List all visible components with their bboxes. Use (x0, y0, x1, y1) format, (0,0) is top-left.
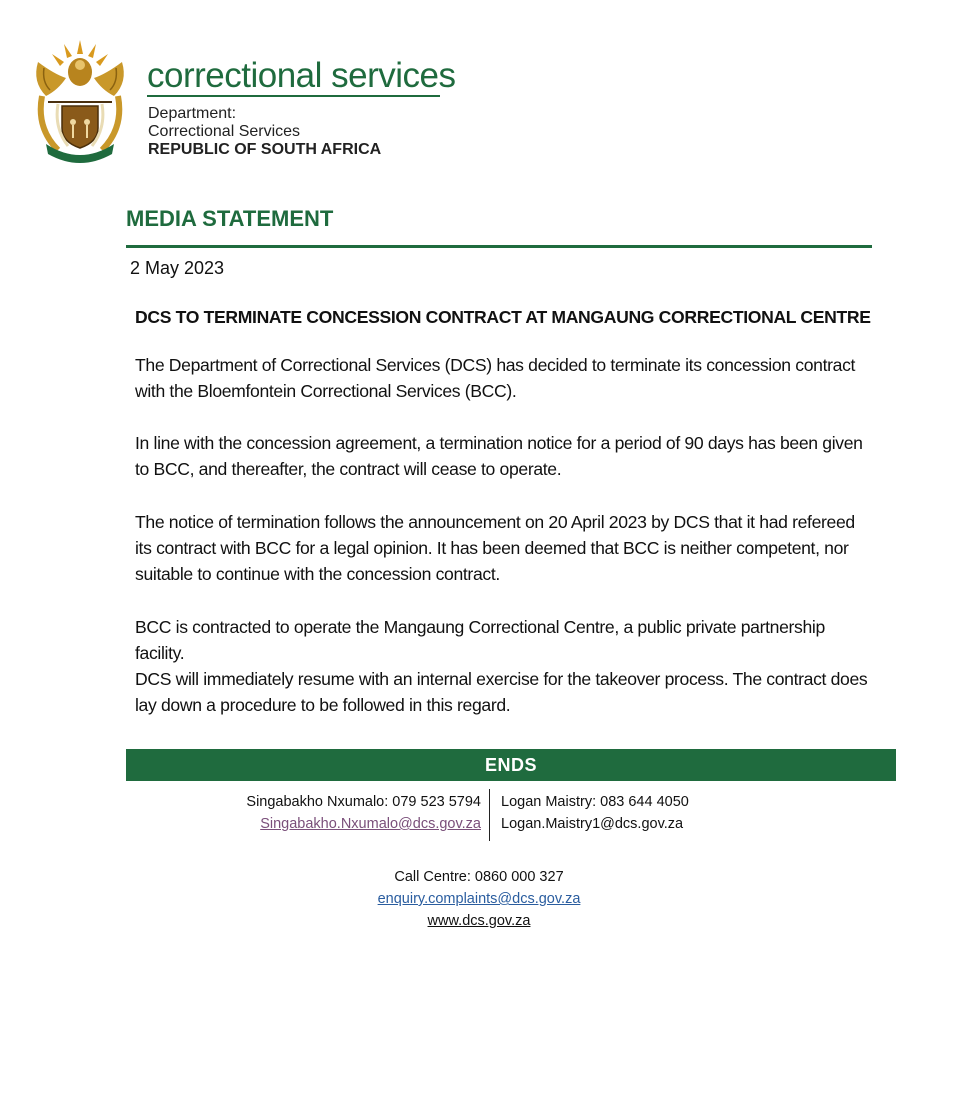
paragraph-3: The notice of termination follows the announcement on 20 April 2023 by DCS that it had refereed its contract with BCC for a legal opinion. It has been deemed that BCC is neither competent, nor suitable to continue with the concession contract. (135, 512, 855, 584)
footer-contacts (0, 866, 958, 932)
contact-right (501, 791, 689, 835)
contact-left (246, 791, 481, 835)
department-label: Department: (148, 105, 237, 122)
statement-title: DCS TO TERMINATE CONCESSION CONTRACT AT MANGAUNG CORRECTIONAL CENTRE (135, 307, 871, 327)
paragraph-1: The Department of Correctional Services (DCS) has decided to terminate its concession contract with the Bloemfontein Correctional Services (BCC). (135, 355, 856, 401)
heading-divider (126, 245, 872, 248)
brand-underline (147, 95, 440, 97)
contact-right-email: Logan.Maistry1@dcs.gov.za (501, 816, 684, 832)
statement-date: 2 May 2023 (130, 258, 225, 278)
department-block (148, 105, 381, 159)
enquiry-email-link[interactable]: enquiry.complaints@dcs.gov.za (377, 891, 581, 907)
paragraph-4: BCC is contracted to operate the Mangaung Correctional Centre, a public private partnership facility. (135, 617, 825, 663)
ends-banner (126, 749, 896, 781)
contact-left-phone: Singabakho Nxumalo: 079 523 5794 (246, 794, 481, 810)
website-link[interactable]: www.dcs.gov.za (427, 913, 531, 929)
ends-label: ENDS (484, 755, 537, 775)
contact-left-email-link[interactable]: Singabakho.Nxumalo@dcs.gov.za (260, 816, 481, 832)
brand-wordmark: correctional services (147, 56, 456, 95)
paragraph-5: DCS will immediately resume with an internal exercise for the takeover process. The contract does lay down a procedure to be followed in this regard. (135, 669, 868, 715)
media-statement-heading: MEDIA STATEMENT (126, 206, 334, 231)
country-name: REPUBLIC OF SOUTH AFRICA (148, 141, 382, 158)
contact-divider (489, 789, 490, 841)
paragraph-2: In line with the concession agreement, a termination notice for a period of 90 days has been given to BCC, and thereafter, the contract will cease to operate. (135, 433, 863, 479)
coat-of-arms-logo (28, 32, 132, 166)
call-centre: Call Centre: 0860 000 327 (394, 869, 564, 885)
contact-right-phone: Logan Maistry: 083 644 4050 (501, 794, 689, 810)
department-name: Correctional Services (148, 123, 301, 140)
